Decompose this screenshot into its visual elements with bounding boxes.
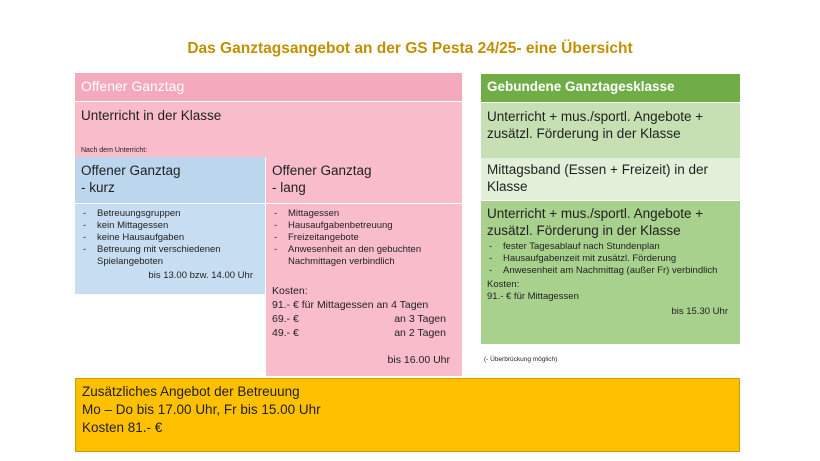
list-item: - Freizeitangebote <box>272 232 456 244</box>
kosten-days: an 3 Tagen <box>394 313 446 325</box>
gebunden-kosten-label: Kosten: <box>487 279 520 290</box>
kosten-days: an 2 Tagen <box>394 327 446 339</box>
zusatz-line1: Zusätzliches Angebot der Betreuung <box>82 384 300 399</box>
ganztag-lang-line1: Offener Ganztag <box>272 163 372 178</box>
gebunden-list <box>487 241 734 277</box>
unterricht-text: Unterricht in der Klasse <box>81 108 222 123</box>
list-item: - Mittagessen <box>272 208 456 220</box>
nach-unterricht-text: Nach dem Unterricht: <box>81 147 148 154</box>
kosten-label: Kosten: <box>272 285 308 297</box>
gebunden-kosten: 91.- € für Mittagessen <box>487 291 579 302</box>
gebunden-unterricht-block: Unterricht + mus./sportl. Angebote + zusätzl. Förderung in der Klasse <box>481 103 740 158</box>
kosten-row <box>272 298 456 312</box>
kosten-row <box>272 312 456 326</box>
list-item: - keine Hausaufgaben <box>81 232 259 244</box>
kosten-value: 91.- € für Mittagessen an 4 Tagen <box>272 299 429 311</box>
page-title: Das Ganztagsangebot an der GS Pesta 24/25- eine Übersicht <box>187 40 633 57</box>
list-item: - Betreuung mit verschiedenen Spielangeboten <box>81 244 259 268</box>
ganztag-kurz-line2: - kurz <box>81 180 115 195</box>
list-item: - Anwesenheit am Nachmittag (außer Fr) verbindlich <box>487 265 734 277</box>
list-item: - fester Tagesablauf nach Stundenplan <box>487 241 734 253</box>
kosten-value: 69.- € <box>272 313 299 325</box>
list-item: - Betreuungsgruppen <box>81 208 259 220</box>
ganztag-kurz-line1: Offener Ganztag <box>81 163 181 178</box>
zusatz-betreuung-block <box>75 378 740 452</box>
zusatz-line2: Mo – Do bis 17.00 Uhr, Fr bis 15.00 Uhr <box>82 402 321 417</box>
ganztag-lang-kosten <box>272 284 456 340</box>
list-item: - kein Mittagessen <box>81 220 259 232</box>
ganztag-lang-details <box>266 204 462 376</box>
ganztag-kurz-heading <box>75 157 265 203</box>
ganztag-kurz-details <box>75 204 265 294</box>
gebunden-nachmittag-details <box>487 241 734 318</box>
offener-ganztag-heading: Offener Ganztag <box>75 73 462 101</box>
ganztag-lang-line2: - lang <box>272 180 306 195</box>
gebunden-nachmittag-title: Unterricht + mus./sportl. Angebote + zusätzl. Förderung in der Klasse <box>487 206 704 238</box>
ganztag-kurz-list <box>81 208 259 268</box>
gebundene-ganztagesklasse-heading: Gebundene Ganztagesklasse <box>481 74 740 102</box>
list-item: - Hausaufgabenzeit mit zusätzl. Förderung <box>487 253 734 265</box>
kosten-value: 49.- € <box>272 327 299 339</box>
kosten-row <box>272 326 456 340</box>
unterricht-block <box>75 102 462 157</box>
gebunden-ende: bis 15.30 Uhr <box>671 306 728 317</box>
ganztag-kurz-ende: bis 13.00 bzw. 14.00 Uhr <box>148 270 253 281</box>
list-item: - Hausaufgabenbetreuung <box>272 220 456 232</box>
list-item: - Anwesenheit an den gebuchten Nachmittagen verbindlich <box>272 244 456 268</box>
zusatz-line3: Kosten 81.- € <box>82 420 163 435</box>
ganztag-lang-ende: bis 16.00 Uhr <box>387 354 450 366</box>
ueberbrueckung-note: (- Überbrückung möglich) <box>484 356 558 363</box>
gebunden-nachmittag-block <box>481 201 740 344</box>
ganztag-lang-heading <box>266 157 462 203</box>
ganztag-lang-list <box>272 208 456 268</box>
gebunden-mittagsband-block: Mittagsband (Essen + Freizeit) in der Klasse <box>481 158 740 200</box>
